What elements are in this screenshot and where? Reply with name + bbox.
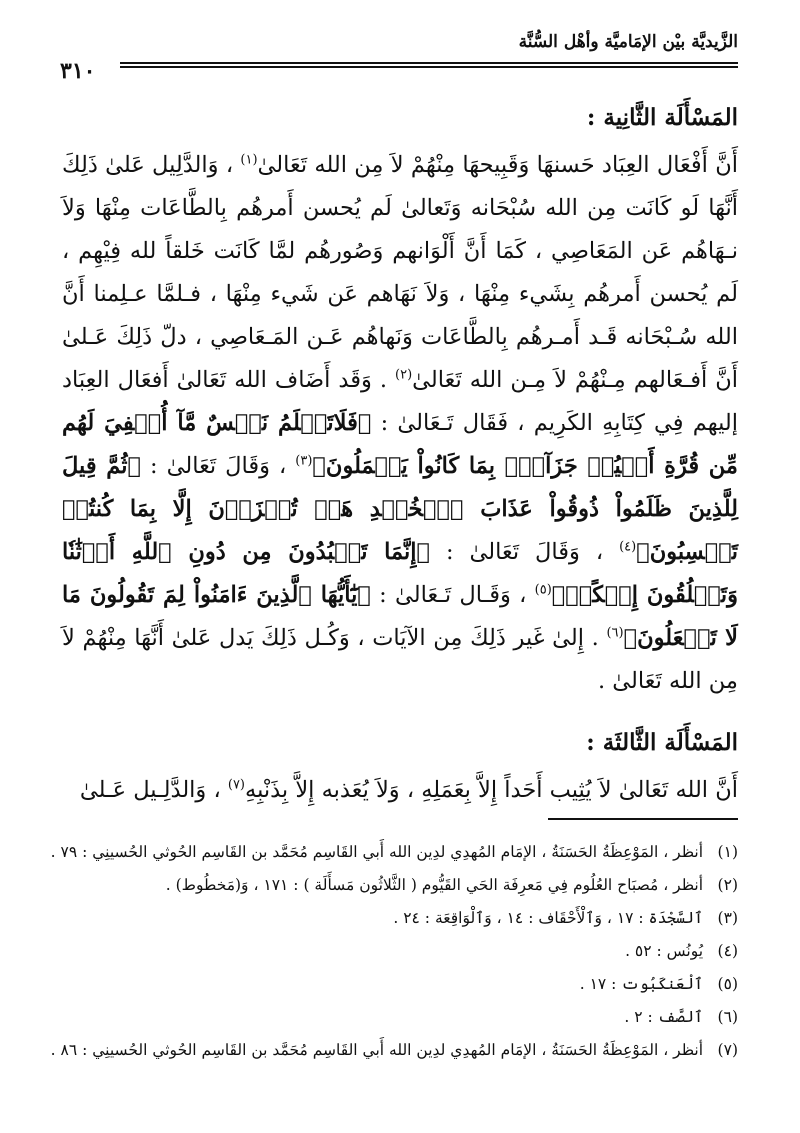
section-heading-2: المَسْأَلَة الثَّانِية : xyxy=(586,104,738,131)
footnote xyxy=(50,1034,738,1067)
text-run: . وَقَد أَضَاف الله تَعَالىٰ أَفعَال العِبَاد إليهم فِي كِتَابِهِ الكَرِيم ، فَقَال تَـعَالىٰ : xyxy=(62,367,738,436)
footnote-ref: (٧) xyxy=(227,777,245,793)
footnote-ref: (٢) xyxy=(395,367,413,383)
footnote xyxy=(62,1001,738,1034)
footnote-number: (٦) xyxy=(717,1008,738,1026)
main-text xyxy=(62,96,738,812)
footnote-ref: (١) xyxy=(240,152,258,168)
text-run: ، وَالدَّلِـيل عَـلىٰ xyxy=(79,777,228,803)
quran-quote: ﴿يَٰٓأَيُّهَا ٱلَّذِينَ ءَامَنُواْ لِمَ تَقُولُونَ مَا لَا تَفۡعَلُونَ﴾ xyxy=(62,582,738,651)
text-run: . إِلىٰ غَير ذَلِكَ مِن الآيَات ، وَكُـل ذَلِكَ يَدل عَلىٰ أَنَّهَا مِنْهُمْ لاَ مِن الله تَعَالىٰ . xyxy=(62,625,738,694)
footnote-number: (٤) xyxy=(717,942,738,960)
text-run: أَنَّ الله تَعَالىٰ لاَ يُثِيب أَحَداً إِلاَّ بِعَمَلِهِ ، وَلاَ يُعَذبه إِلاَّ بِذَنْبِهِ xyxy=(245,777,738,803)
text-run: ، وَقَالَ تَعَالىٰ : xyxy=(430,539,620,565)
footnote-text: ٱلْعَنكَبُوت : ١٧ . xyxy=(579,975,704,993)
section-2-paragraph xyxy=(62,144,738,703)
footnote-number: (٣) xyxy=(717,909,738,927)
section-heading-3: المَسْأَلَة الثَّالثَة : xyxy=(586,729,738,756)
footnote xyxy=(62,869,738,902)
footnote xyxy=(62,902,738,935)
footnote-ref: (٣) xyxy=(295,453,313,469)
page-number: ٣١٠ xyxy=(60,58,99,84)
footnote-text: يُونُس : ٥٢ . xyxy=(625,942,704,960)
footnote-ref: (٦) xyxy=(606,625,624,641)
footnote-number: (٢) xyxy=(717,876,738,894)
text-run: ، وَقَالَ تَعَالىٰ : xyxy=(141,453,296,479)
footnote-number: (٧) xyxy=(717,1041,738,1059)
footnote-text: أنظر ، المَوْعِظَةُ الحَسَنَةُ ، الإمَام المُهدِي لدِين الله أَبي القَاسِم مُحَمَّد بن القَاسِم الحُوثي الحُسينِي : ٨٦ . xyxy=(50,1041,704,1059)
paragraph-text xyxy=(62,769,738,812)
footnote-text: أنظر ، مُصبَاح العُلُوم فِي مَعرِفَة الحَي القَيُّوم ( الثَّلاثُون مَسأَلَة ) : ١٧١ ، وَ(مَخطُوط) . xyxy=(165,876,704,894)
footnote-separator xyxy=(548,818,738,820)
quran-quote: ﴿ثُمَّ قِيلَ لِلَّذِينَ ظَلَمُواْ ذُوقُواْ عَذَابَ ٱلۡخُلۡدِ هَلۡ تُجۡزَوۡنَ إِلَّا بِمَا كُنتُمۡ تَكۡسِبُونَ﴾ xyxy=(62,453,739,565)
section-3-paragraph xyxy=(62,769,738,812)
text-run: ، وَقَـال تَـعَالىٰ : xyxy=(370,582,535,608)
footnote-ref: (٥) xyxy=(534,582,552,598)
footnote xyxy=(50,836,738,869)
footnote xyxy=(62,935,738,968)
footnote-text: ٱلسَّجْدَة : ١٧ ، وَٱلْأَحْقَاف : ١٤ ، وَٱلْوَاقِعَة : ٢٤ . xyxy=(393,909,704,927)
running-title: الزَّيديَّة بيْن الإمَاميَّة وأهْل السُّنَّة xyxy=(518,32,738,52)
quran-quote: ﴿فَلَاتَعۡلَمُ نَفۡسٌ مَّآ أُخۡفِيَ لَهُم مِّن قُرَّةِ أَعۡيُنٖ جَزَآءَۢ بِمَا كَانُواْ يَعۡمَلُونَ﴾ xyxy=(62,410,738,479)
running-header xyxy=(60,28,738,84)
footnote-text: أنظر ، المَوْعِظَةُ الحَسَنَةُ ، الإمَام المُهدِي لدِين الله أَبي القَاسِم مُحَمَّد بن القَاسِم الحُوثي الحُسينِي : ٧٩ . xyxy=(50,843,704,861)
header-rule-top xyxy=(120,62,738,64)
footnote xyxy=(62,968,738,1001)
header-rule-bottom xyxy=(120,66,738,68)
quran-quote: ﴿إِنَّمَا تَعۡبُدُونَ مِن دُونِ ٱللَّهِ أَوۡثَٰنٗا وَتَخۡلُقُونَ إِفۡكًاۚ﴾ xyxy=(62,539,738,608)
paragraph-text xyxy=(62,144,738,703)
text-run: ، وَالدَّلِيل عَلىٰ ذَلِكَ أَنَّهَا لَو كَانَت مِن الله سُبْحَانه وَتَعالىٰ لَم يُحسن أَمرهُم بِالطَّاعَات مِنْهَا وَلاَ نـهَاهُم عَن المَعَاصِي ، كَمَا أَنَّ أَلْوَانهم وَصُورهُم لمَّا كَانَت خَلقاً لله فِيْهِم ، لَم يُحسن أَمرهُم بِشَيء مِنْهَا ، وَلاَ نَهَاهم عَن شَيء مِنْهَا ، فـلمَّا عـلِمنا أَنَّ الله سُـبْحَانه قَـد أَمـرهُم بِالطَّاعَات وَنَهاهُم عَـن المَـعَاصِي ، دلّ ذَلِكَ عَـلىٰ أَنَّ أَفـعَالهم مِـنْهُمْ لاَ مِـن الله تَعَالىٰ xyxy=(62,152,738,393)
footnote-number: (١) xyxy=(717,843,738,861)
footnote-text: ٱلصَّف : ٢ . xyxy=(624,1008,704,1026)
footnote-ref: (٤) xyxy=(619,539,637,555)
text-run: أَنَّ أَفْعَال العِبَاد حَسنهَا وَقَبِيحهَا مِنْهُمْ لاَ مِن الله تَعَالىٰ xyxy=(257,152,738,178)
footnotes xyxy=(50,836,738,1067)
footnote-number: (٥) xyxy=(717,975,738,993)
